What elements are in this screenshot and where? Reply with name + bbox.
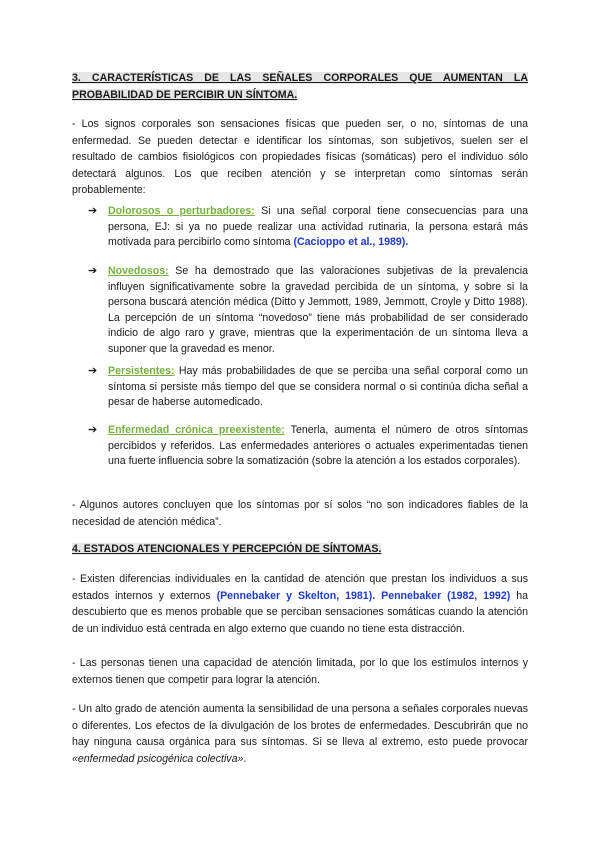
bullet-dolorosos — [88, 204, 528, 251]
bullet-text: Tenerla, aumenta el número de otros síntomas percibidos y referidos. Las enfermedades anteriores o actuales experimentadas tienen una fuerte influencia sobre la somatización (sobre la atención a los estados corporales). — [108, 424, 528, 468]
section-3-intro: - Los signos corporales son sensaciones físicas que pueden ser, o no, síntomas de una enfermedad. Se pueden detectar e identificar los síntomas, son subjetivos, suelen ser el resultado de cambios fisiológicos con propiedades físicas (somáticas) pero el individuo sólo detectará algunos. Los que reciben atención y se interpretan como síntomas serán probablemente: — [72, 118, 528, 196]
citation: (Cacioppo et al., 1989). — [293, 236, 409, 249]
bullet-term: Dolorosos o perturbadores: — [108, 205, 255, 217]
bullet-persistentes — [88, 364, 528, 411]
bullet-enfermedad-cronica — [88, 423, 528, 470]
arrow-icon: ➔ — [88, 265, 98, 277]
bullet-text: Se ha demostrado que las valoraciones subjetivas de la prevalencia influyen significativamente sobre la gravedad percibida de un síntoma, y sobre si la persona buscará atención médica (Ditto y Jemmott, 1989, Jemmott, Croyle y Ditto 1988). La percepción de un síntoma “novedoso” tiene más probabilidad de ser considerado indicio de algo raro y grave, mientras que la experimentación de un síntoma lleva a suponer que la gravedad es menor. — [108, 265, 528, 355]
section-4-heading: 4. ESTADOS ATENCIONALES Y PERCEPCIÓN DE SÍNTOMAS. — [72, 543, 382, 555]
section-3-heading: 3. CARACTERÍSTICAS DE LAS SEÑALES CORPORALES QUE AUMENTAN LA PROBABILIDAD DE PERCIBIR UN SÍNTOMA. — [72, 72, 528, 101]
emphasis: «enfermedad psicogénica colectiva» — [72, 752, 244, 765]
citation: (Pennebaker y Skelton, 1981). Pennebaker (1982, 1992) — [216, 589, 511, 602]
bullet-term: Persistentes: — [108, 365, 175, 377]
section-4-paragraph-3: - Un alto grado de atención aumenta la sensibilidad de una persona a señales corporales nuevas o diferentes. Los efectos de la divulgación de los brotes de enfermedades. Descubrirán que no hay ninguna causa orgánica para sus síntomas. Si se lleva al extremo, esto puede provocar «enfermedad psicogénica colectiva». — [72, 703, 528, 765]
section-3-conclusion: - Algunos autores concluyen que los síntomas por sí solos “no son indicadores fiables de la necesidad de atención médica”. — [72, 499, 528, 528]
arrow-icon: ➔ — [88, 365, 98, 377]
section-4-paragraph-1: - Existen diferencias individuales en la cantidad de atención que prestan los individuos a sus estados internos y externos (Pennebaker y Skelton, 1981). Pennebaker (1982, 1992) ha descubierto que es menos probable que se perciban sensaciones somáticas cuando la atención de un individuo está centrada en algo externo que cuando no tiene esta distracción. — [72, 573, 528, 635]
bullet-term: Enfermedad crónica preexistente: — [108, 424, 285, 436]
bullet-text: Hay más probabilidades de que se perciba una señal corporal como un síntoma si persiste más tiempo del que se considera normal o si continúa dicha señal a pesar de haberse automedicado. — [108, 365, 528, 409]
bullet-text: Si una señal corporal tiene consecuencias para una persona, EJ: si ya no puede realizar una actividad rutinaria, la persona estará más motivada para percibirlo como síntoma — [108, 205, 529, 249]
arrow-icon: ➔ — [88, 424, 98, 436]
section-4-paragraph-2: - Las personas tienen una capacidad de atención limitada, por lo que los estímulos internos y externos tienen que competir para lograr la atención. — [72, 657, 528, 686]
bullet-term: Novedosos: — [108, 265, 169, 277]
bullet-novedosos — [88, 264, 528, 358]
arrow-icon: ➔ — [88, 205, 98, 217]
